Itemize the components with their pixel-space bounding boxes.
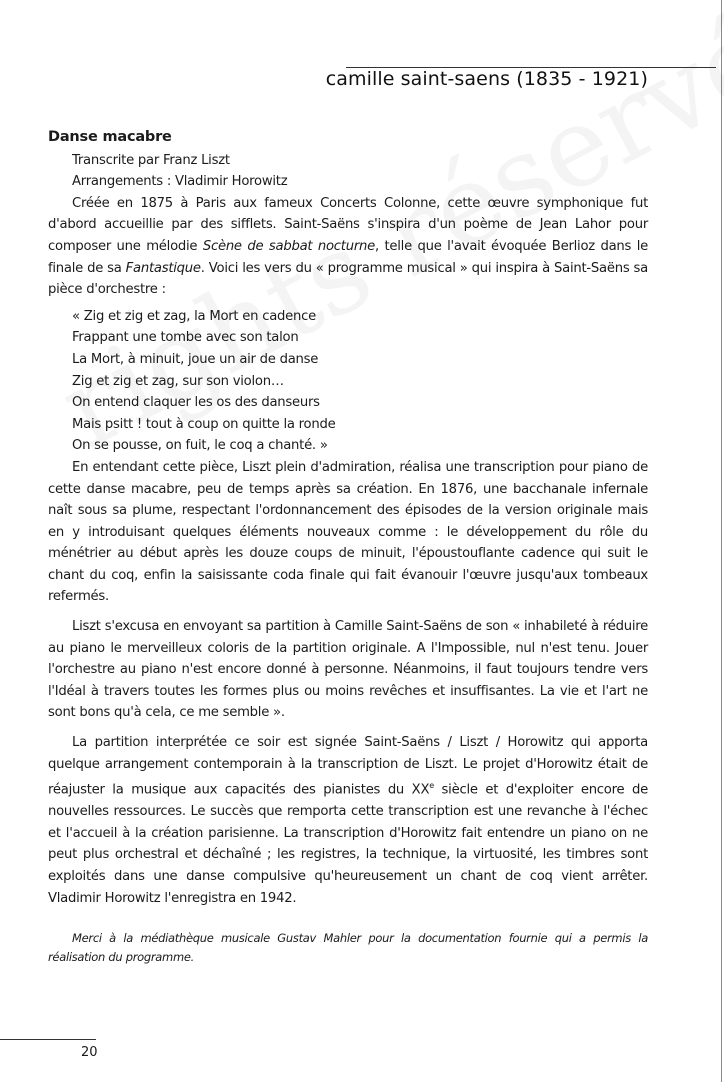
poem-line: Mais psitt ! tout à coup on quitte la ronde <box>72 416 336 432</box>
poem-line: Frappant une tombe avec son talon <box>72 330 299 346</box>
poem-line: La Mort, à minuit, joue un air de danse <box>72 351 319 367</box>
arrangement-credit: Arrangements : Vladimir Horowitz <box>72 174 288 190</box>
poem-line: On se pousse, on fuit, le coq a chanté. » <box>72 438 328 454</box>
century-superscript: e <box>429 781 434 791</box>
footer-rule <box>0 1039 96 1040</box>
piece-title: Danse macabre <box>48 129 172 145</box>
page-number: 20 <box>81 1045 98 1060</box>
paragraph-text: , telle que l'avait évoquée Berlioz dans le finale de sa <box>48 238 648 276</box>
acknowledgement: Merci à la médiathèque musicale Gustav Mahler pour la documentation fournie qui a permis la réalisation du programme. <box>48 931 648 965</box>
paragraph-liszt-transcription: En entendant cette pièce, Liszt plein d'admiration, réalisa une transcription pour piano de cette danse macabre, peu de temps après sa création. En 1876, une bacchanale infernale naît sous sa plume, respectant l'ordonnancement des épisodes de la version originale mais en y introduisant quelques éléments nouveaux comme : le développement du rôle du ménétrier au début après les douze coups de minuit, l'époustouflante cadence qui suit le chant du coq, enfin la saisissante coda finale qui fait évanouir l'œuvre jusqu'aux tombeaux refermés. <box>48 459 648 605</box>
paragraph-liszt-letter: Liszt s'excusa en envoyant sa partition à Camille Saint-Saëns de son « inhabileté à réduire au piano le merveilleux coloris de la partition originale. A l'Impossible, nul n'est tenu. Jouer l'orchestre au piano n'est encore donné à personne. Néanmoins, il faut toujours tendre vers l'Idéal à travers toutes les formes plus ou moins revêches et insuffisantes. La vie et l'art ne sont bons qu'à cela, ce me semble ». <box>48 619 648 721</box>
page-edge <box>721 0 722 1082</box>
poem-line: Zig et zig et zag, sur son violon… <box>72 373 284 389</box>
poem <box>72 306 648 457</box>
paragraph-text: La partition interprétée ce soir est signée Saint-Saëns / Liszt / Horowitz qui apporta quelque arrangement contemporain à la transcription de Liszt. Le projet d'Horowitz était de réajuster la musique aux capacités des pianistes du XX <box>48 735 648 798</box>
work-title-fantastique: Fantastique <box>125 260 201 276</box>
poem-line: On entend claquer les os des danseurs <box>72 395 320 411</box>
work-title-scene: Scène de sabbat nocturne <box>202 238 375 254</box>
paragraph-text: . Voici les vers du « programme musical » qui inspira à Saint-Saëns sa pièce d'orchestre : <box>48 260 648 298</box>
paragraph-horowitz <box>48 732 648 909</box>
poem-line: « Zig et zig et zag, la Mort en cadence <box>72 308 316 324</box>
article-body <box>48 127 648 979</box>
composer-header: camille saint-saens (1835 - 1921) <box>325 68 648 90</box>
transcription-credit: Transcrite par Franz Liszt <box>72 152 230 168</box>
paragraph-text: siècle et d'exploiter encore de nouvelles ressources. Le succès que remporta cette transcription est une revanche à l'échec et l'accueil à la création parisienne. La transcription d'Horowitz fait entendre un piano on ne peut plus orchestral et déchaîné ; les registres, la technique, la virtuosité, les timbres sont exploités dans une danse compulsive qu'heureusement un chant de coq vient arrêter. Vladimir Horowitz l'enregistra en 1942. <box>48 782 648 906</box>
paragraph-text: Créée en 1875 à Paris aux fameux Concerts Colonne, cette œuvre symphonique fut d'abord accueillie par des sifflets. Saint-Saëns s'inspira d'un poème de Jean Lahor pour composer une mélodie <box>48 195 648 254</box>
paragraph-history <box>48 193 648 301</box>
